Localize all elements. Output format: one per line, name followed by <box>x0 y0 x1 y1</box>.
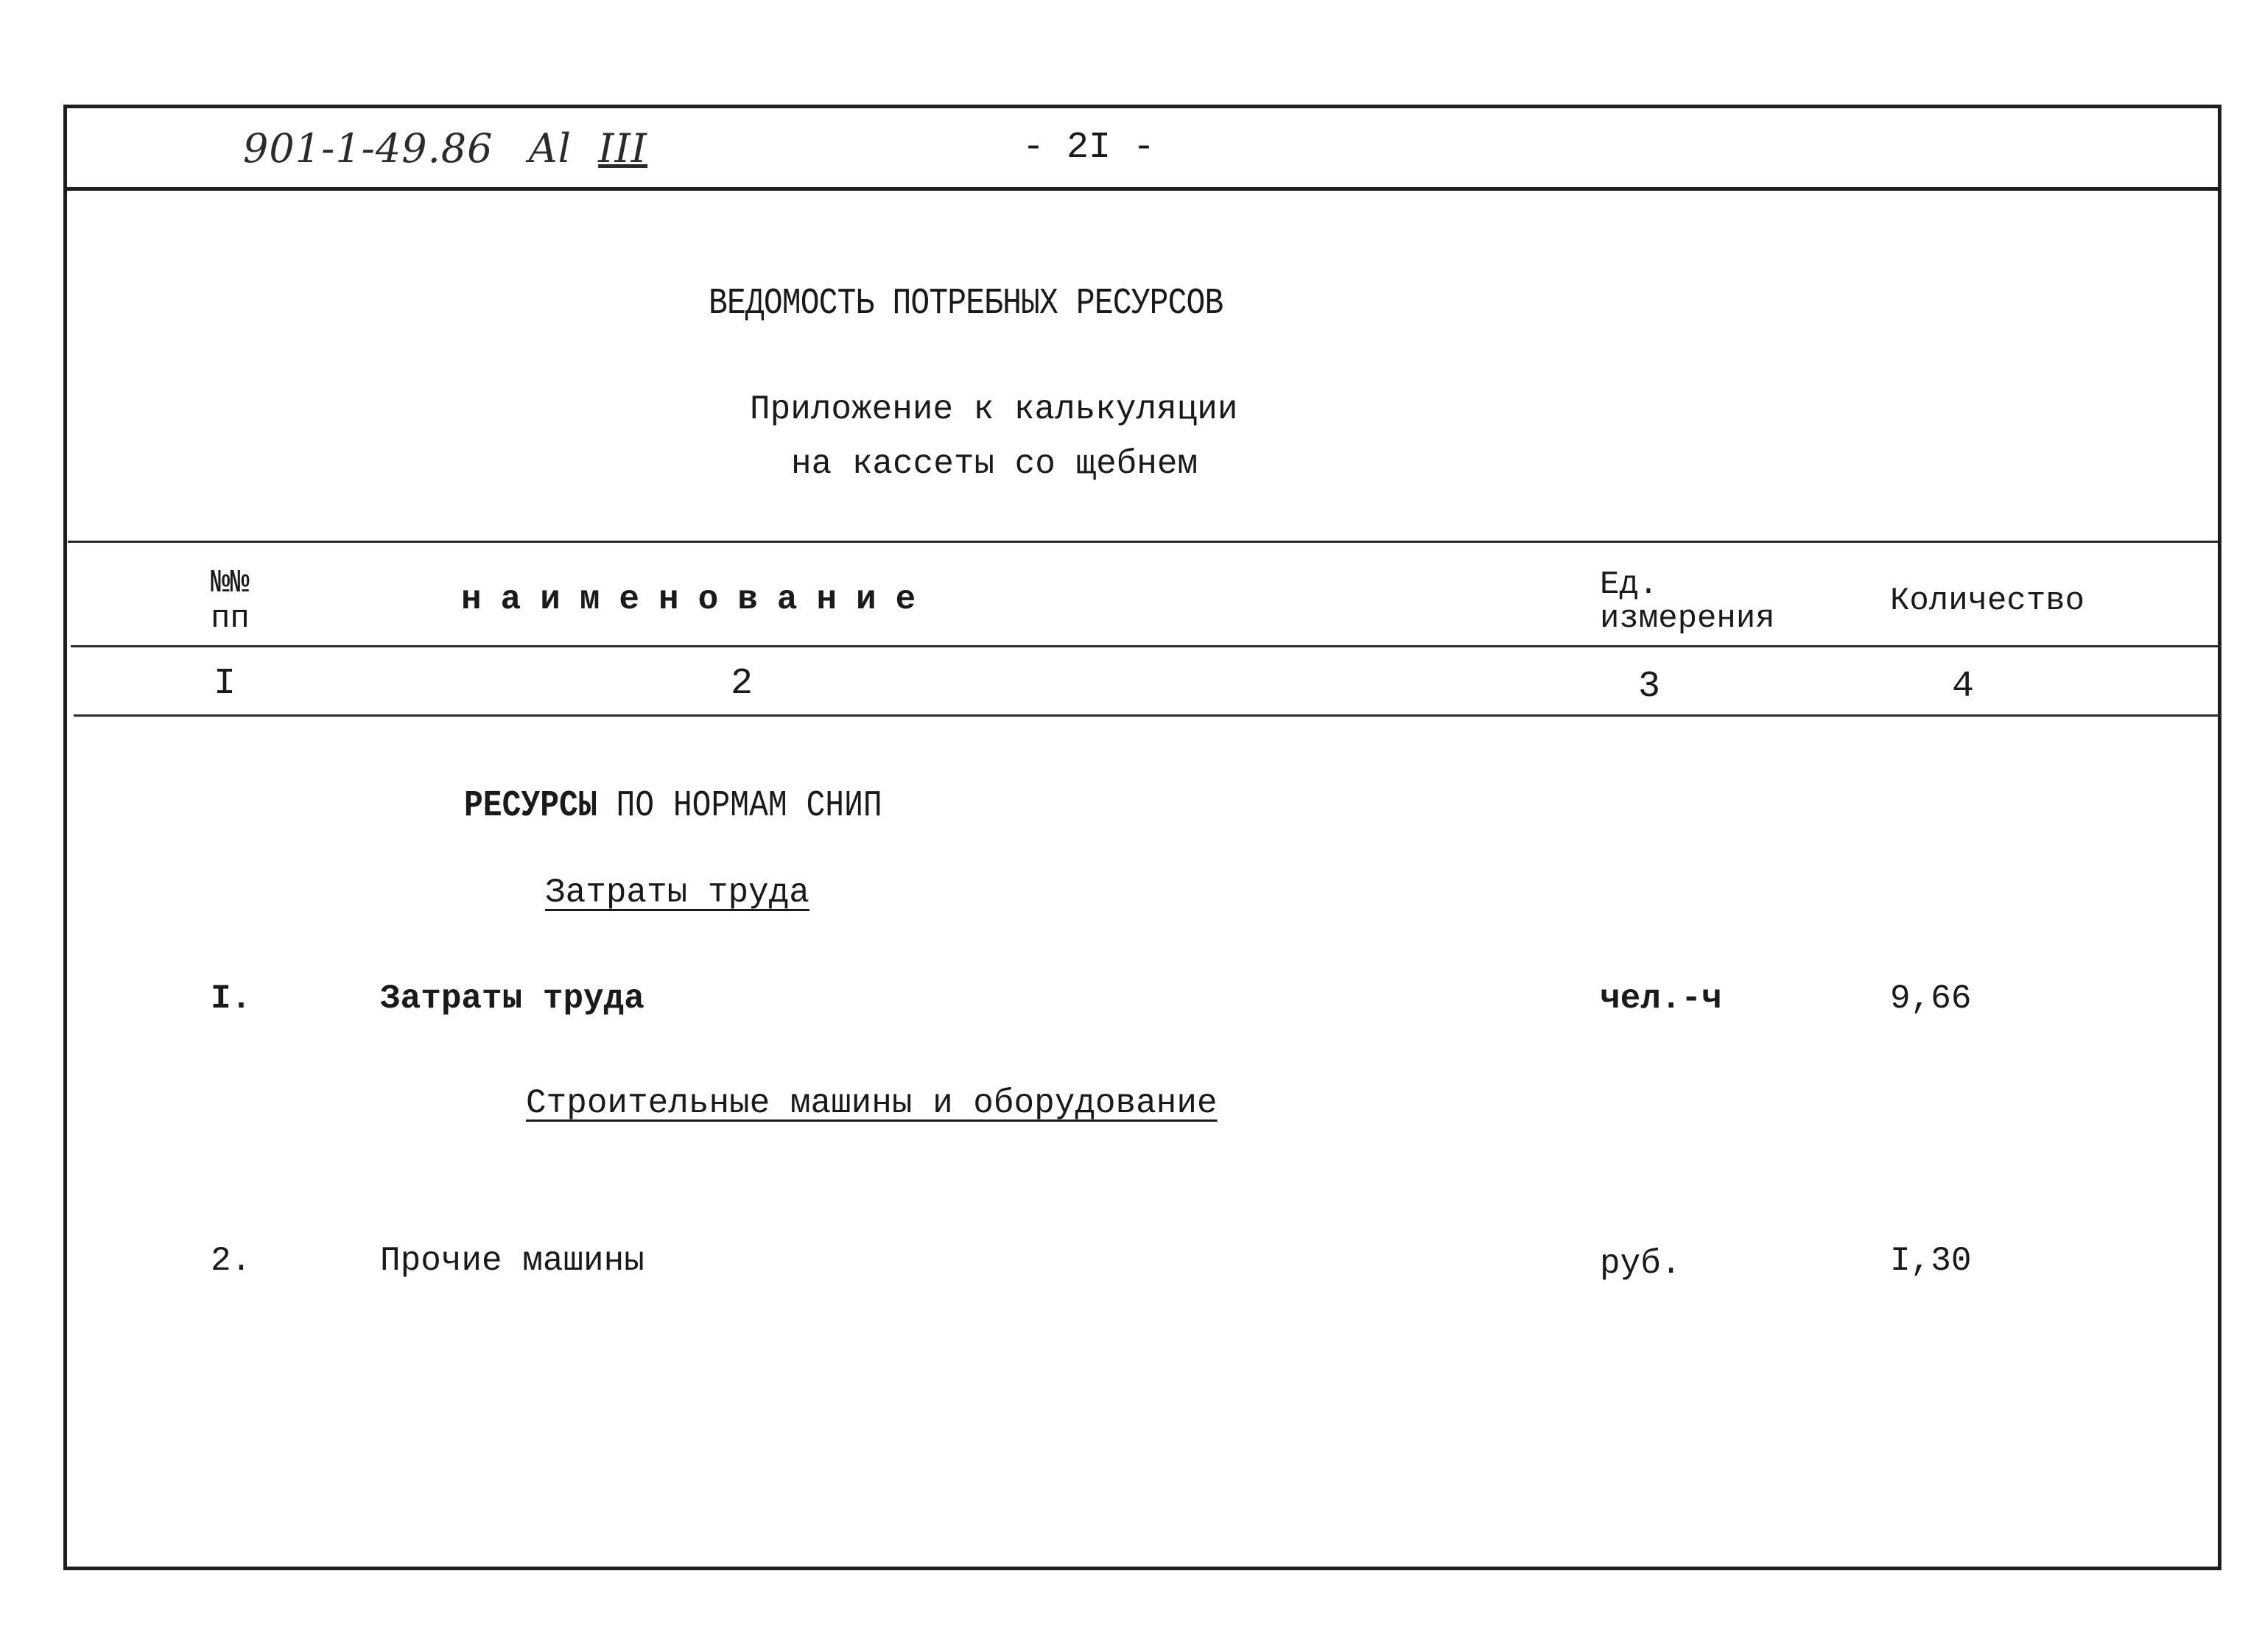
table-top-rule <box>68 541 2219 543</box>
group-title-machines: Строительные машины и оборудование <box>526 1084 1218 1122</box>
row-num: 2. <box>211 1242 252 1280</box>
row-quantity: I,30 <box>1890 1242 1972 1280</box>
doc-code-handwritten: 901-1-49.86 Al III <box>243 125 648 172</box>
header-unit-line-2: измерения <box>1600 600 1775 637</box>
row-unit: руб. <box>1600 1245 1682 1283</box>
row-quantity: 9,66 <box>1890 980 1972 1018</box>
header-name: наименование <box>461 580 935 619</box>
header-divider <box>63 187 2221 191</box>
section-title-bold: РЕСУРСЫ <box>464 785 597 827</box>
column-number-2: 2 <box>731 663 754 705</box>
header-num-line-1: №№ <box>211 565 250 602</box>
group-title-labor: Затраты труда <box>545 874 809 912</box>
document-title: ВЕДОМОСТЬ ПОТРЕБНЫХ РЕСУРСОВ <box>709 283 1223 325</box>
row-unit: чел.-ч <box>1600 980 1722 1018</box>
row-name: Затраты труда <box>380 980 644 1018</box>
row-name: Прочие машины <box>380 1242 644 1280</box>
table-header-rule <box>71 645 2221 647</box>
subtitle-line-1: Приложение к калькуляции <box>750 390 1238 429</box>
section-title-rest: ПО НОРМАМ СНИП <box>597 785 882 827</box>
header-unit-line-1: Ед. <box>1600 566 1659 603</box>
row-num: I. <box>211 980 252 1018</box>
section-title <box>464 785 882 827</box>
column-number-1: I <box>214 663 236 705</box>
page-number: - 2I - <box>1022 127 1156 169</box>
table-column-numbers-rule <box>74 714 2221 717</box>
subtitle-line-2: на кассеты со щебнем <box>791 445 1198 483</box>
header-quantity: Количество <box>1890 583 2085 619</box>
header-num-line-2: пп <box>211 600 250 637</box>
column-number-4: 4 <box>1952 666 1975 708</box>
column-number-3: 3 <box>1638 666 1661 708</box>
